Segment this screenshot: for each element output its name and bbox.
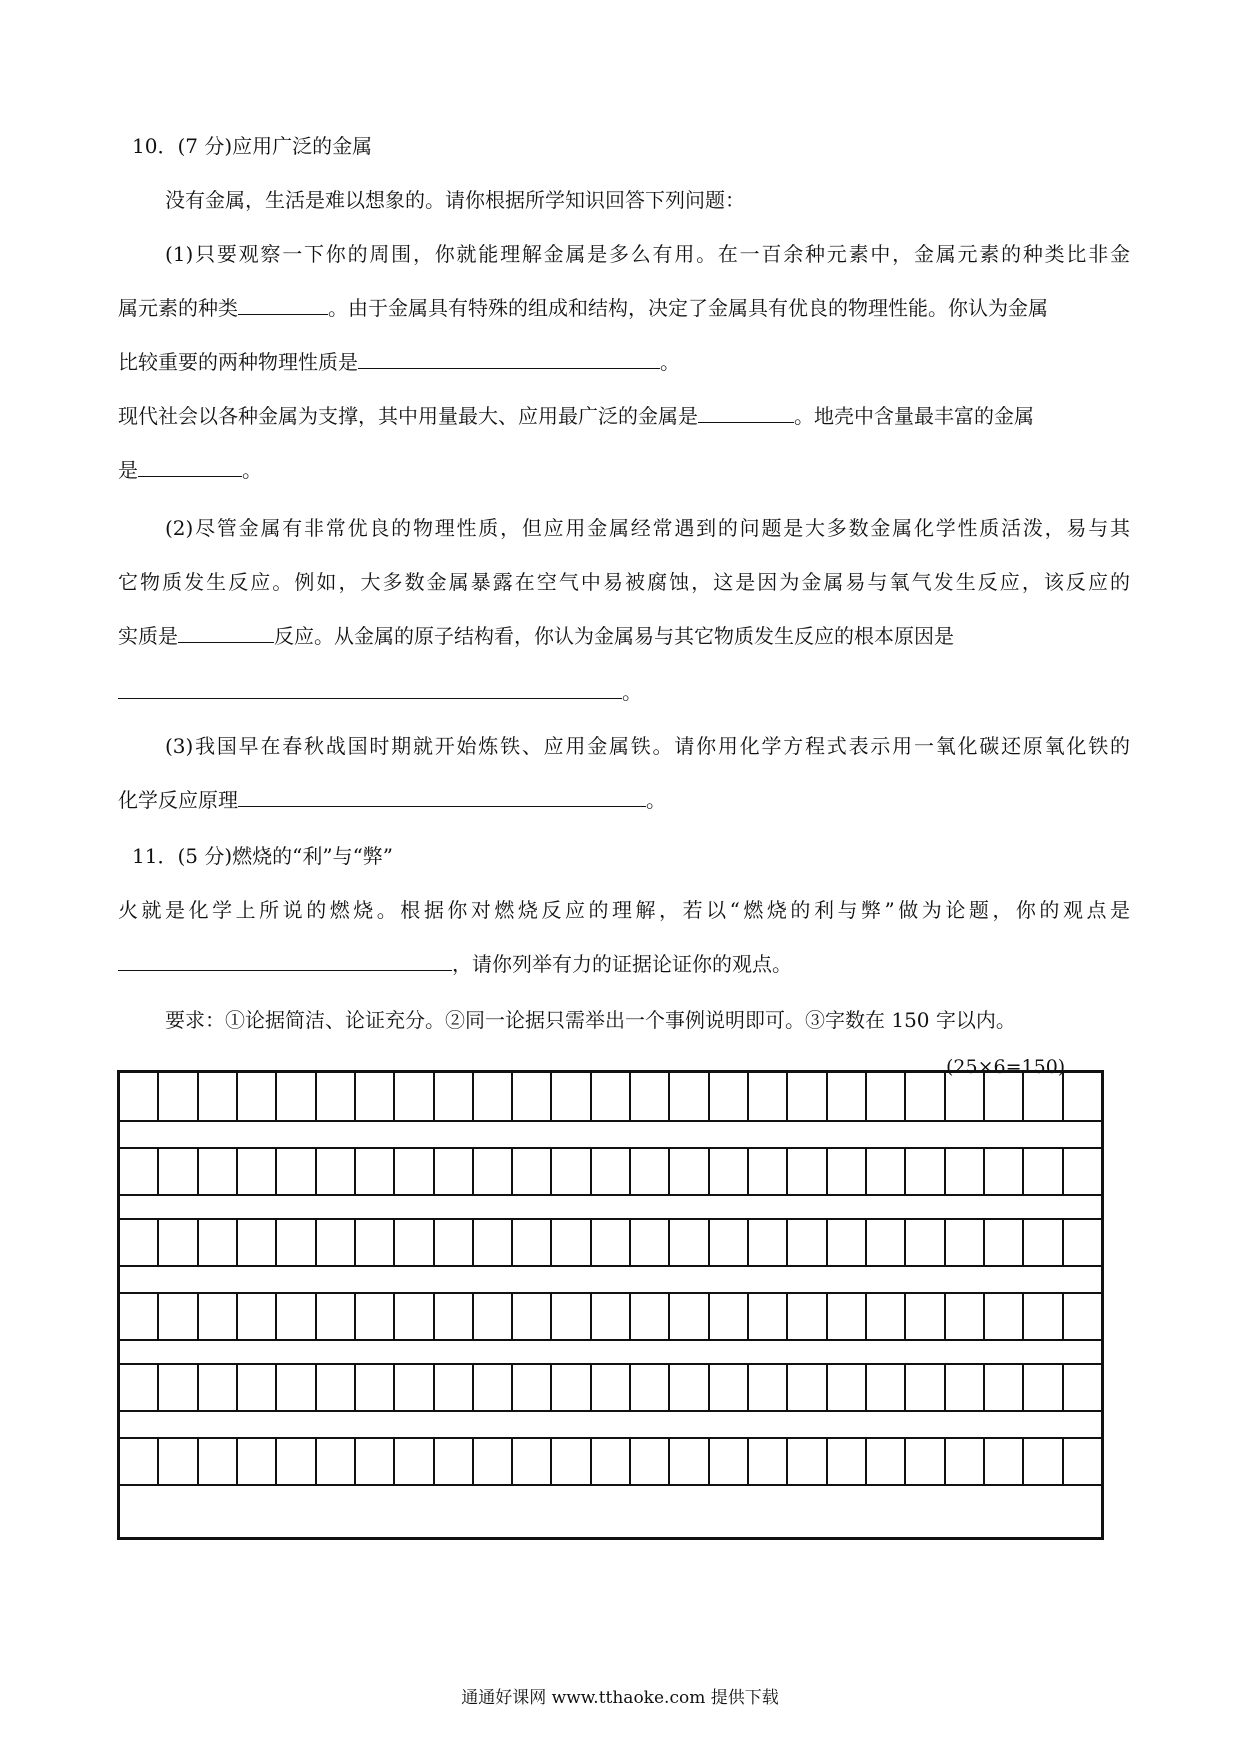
grid-cell[interactable] xyxy=(435,1365,474,1410)
grid-cell[interactable] xyxy=(906,1439,945,1484)
grid-cell[interactable] xyxy=(788,1220,827,1265)
grid-cell[interactable] xyxy=(946,1439,985,1484)
grid-cell[interactable] xyxy=(474,1073,513,1120)
grid-cell[interactable] xyxy=(710,1439,749,1484)
q10-p1-line2 xyxy=(118,294,1130,322)
grid-cell[interactable] xyxy=(159,1439,198,1484)
grid-cell[interactable] xyxy=(710,1294,749,1339)
answer-blank-6[interactable] xyxy=(118,678,622,699)
grid-cell[interactable] xyxy=(631,1365,670,1410)
grid-cell[interactable] xyxy=(867,1294,906,1339)
grid-cell[interactable] xyxy=(788,1149,827,1194)
grid-cell[interactable] xyxy=(749,1365,788,1410)
q10-p1-line5-text-a: 是 xyxy=(118,458,138,482)
grid-cell[interactable] xyxy=(435,1149,474,1194)
q11-requirement: 要求：①论据简洁、论证充分。②同一论据只需举出一个事例说明即可。③字数在 150 字以内。 xyxy=(165,1008,1016,1032)
grid-cell[interactable] xyxy=(788,1365,827,1410)
q10-p3-line2-text-b: 。 xyxy=(646,788,666,812)
grid-cell[interactable] xyxy=(788,1294,827,1339)
answer-blank-5[interactable] xyxy=(178,622,274,643)
grid-cell[interactable] xyxy=(238,1073,277,1120)
grid-cell[interactable] xyxy=(1064,1220,1101,1265)
grid-cell[interactable] xyxy=(670,1439,709,1484)
grid-cell[interactable] xyxy=(277,1149,316,1194)
grid-cell[interactable] xyxy=(435,1073,474,1120)
q10-p2-line3 xyxy=(118,622,954,650)
grid-cell[interactable] xyxy=(317,1149,356,1194)
grid-cell[interactable] xyxy=(749,1073,788,1120)
grid-cell[interactable] xyxy=(1024,1294,1063,1339)
grid-cell[interactable] xyxy=(317,1439,356,1484)
grid-cell[interactable] xyxy=(513,1439,552,1484)
answer-blank-4[interactable] xyxy=(138,456,242,477)
q10-p1-line3-text-b: 。 xyxy=(660,350,680,374)
grid-cell[interactable] xyxy=(592,1365,631,1410)
grid-cell[interactable] xyxy=(356,1439,395,1484)
grid-cell[interactable] xyxy=(435,1439,474,1484)
grid-cell[interactable] xyxy=(1024,1365,1063,1410)
grid-cell[interactable] xyxy=(513,1365,552,1410)
grid-row xyxy=(120,1073,1101,1122)
grid-cell[interactable] xyxy=(631,1149,670,1194)
grid-cell[interactable] xyxy=(474,1294,513,1339)
grid-cell[interactable] xyxy=(1064,1294,1101,1339)
q11-line2 xyxy=(118,950,792,978)
q10-intro: 没有金属，生活是难以想象的。请你根据所学知识回答下列问题： xyxy=(165,188,745,212)
grid-cell[interactable] xyxy=(592,1439,631,1484)
answer-blank-3[interactable] xyxy=(698,402,794,423)
grid-cell[interactable] xyxy=(513,1149,552,1194)
grid-cell[interactable] xyxy=(867,1149,906,1194)
writing-grid[interactable] xyxy=(117,1070,1104,1540)
q10-p2-line4 xyxy=(118,678,642,706)
grid-cell[interactable] xyxy=(435,1220,474,1265)
answer-blank-7[interactable] xyxy=(238,786,646,807)
grid-row xyxy=(120,1292,1101,1341)
q10-p1-line5-text-b: 。 xyxy=(242,458,262,482)
grid-cell[interactable] xyxy=(395,1439,434,1484)
grid-cell[interactable] xyxy=(238,1149,277,1194)
grid-cell[interactable] xyxy=(985,1149,1024,1194)
grid-cell[interactable] xyxy=(710,1073,749,1120)
grid-cell[interactable] xyxy=(513,1220,552,1265)
grid-cell[interactable] xyxy=(828,1220,867,1265)
grid-cell[interactable] xyxy=(867,1439,906,1484)
grid-cell[interactable] xyxy=(1024,1149,1063,1194)
grid-cell[interactable] xyxy=(356,1073,395,1120)
q10-p1-line4-text-a: 现代社会以各种金属为支撑，其中用量最大、应用最广泛的金属是 xyxy=(118,404,698,428)
grid-cell[interactable] xyxy=(906,1365,945,1410)
grid-cell[interactable] xyxy=(199,1365,238,1410)
q10-p2-line2: 它物质发生反应。例如，大多数金属暴露在空气中易被腐蚀，这是因为金属易与氧气发生反应，该反应的 xyxy=(118,570,1130,594)
grid-cell[interactable] xyxy=(710,1365,749,1410)
grid-cell[interactable] xyxy=(159,1073,198,1120)
grid-cell[interactable] xyxy=(631,1220,670,1265)
grid-cell[interactable] xyxy=(1024,1073,1063,1120)
q10-p1-line4-text-b: 。地壳中含量最丰富的金属 xyxy=(794,404,1034,428)
grid-cell[interactable] xyxy=(552,1220,591,1265)
q10-p3-line2 xyxy=(118,786,666,814)
grid-cell[interactable] xyxy=(946,1073,985,1120)
grid-cell[interactable] xyxy=(710,1220,749,1265)
grid-cell[interactable] xyxy=(120,1220,159,1265)
grid-row xyxy=(120,1363,1101,1412)
grid-cell[interactable] xyxy=(749,1149,788,1194)
grid-cell[interactable] xyxy=(906,1220,945,1265)
grid-cell[interactable] xyxy=(159,1149,198,1194)
grid-cell[interactable] xyxy=(513,1073,552,1120)
grid-cell[interactable] xyxy=(159,1365,198,1410)
q10-p1-line2-text-a: 属元素的种类 xyxy=(118,296,238,320)
grid-cell[interactable] xyxy=(946,1294,985,1339)
grid-row xyxy=(120,1147,1101,1196)
grid-cell[interactable] xyxy=(277,1439,316,1484)
grid-cell[interactable] xyxy=(159,1220,198,1265)
grid-cell[interactable] xyxy=(120,1294,159,1339)
grid-cell[interactable] xyxy=(238,1365,277,1410)
grid-cell[interactable] xyxy=(317,1073,356,1120)
grid-row xyxy=(120,1218,1101,1267)
q10-title: 10．(7 分)应用广泛的金属 xyxy=(132,134,373,158)
grid-cell[interactable] xyxy=(867,1220,906,1265)
q10-p1-line4 xyxy=(118,402,1034,430)
grid-cell[interactable] xyxy=(199,1294,238,1339)
grid-cell[interactable] xyxy=(670,1073,709,1120)
grid-cell[interactable] xyxy=(1064,1439,1101,1484)
grid-cell[interactable] xyxy=(199,1149,238,1194)
grid-cell[interactable] xyxy=(356,1149,395,1194)
grid-cell[interactable] xyxy=(749,1220,788,1265)
grid-cell[interactable] xyxy=(199,1439,238,1484)
grid-cell[interactable] xyxy=(946,1149,985,1194)
grid-cell[interactable] xyxy=(906,1073,945,1120)
grid-cell[interactable] xyxy=(474,1220,513,1265)
grid-cell[interactable] xyxy=(631,1439,670,1484)
page-footer: 通通好课网 www.tthaoke.com 提供下载 xyxy=(461,1688,779,1708)
grid-cell[interactable] xyxy=(356,1294,395,1339)
q10-p2-line4-text-b: 。 xyxy=(622,680,642,704)
grid-cell[interactable] xyxy=(277,1365,316,1410)
grid-cell[interactable] xyxy=(435,1294,474,1339)
answer-blank-2[interactable] xyxy=(358,348,660,369)
grid-cell[interactable] xyxy=(199,1073,238,1120)
grid-cell[interactable] xyxy=(946,1220,985,1265)
grid-cell[interactable] xyxy=(317,1220,356,1265)
grid-cell[interactable] xyxy=(199,1220,238,1265)
grid-cell[interactable] xyxy=(828,1149,867,1194)
grid-cell[interactable] xyxy=(552,1149,591,1194)
grid-cell[interactable] xyxy=(985,1073,1024,1120)
grid-cell[interactable] xyxy=(670,1220,709,1265)
grid-cell[interactable] xyxy=(631,1294,670,1339)
grid-cell[interactable] xyxy=(985,1294,1024,1339)
grid-cell[interactable] xyxy=(592,1220,631,1265)
grid-cell[interactable] xyxy=(749,1439,788,1484)
grid-cell[interactable] xyxy=(238,1220,277,1265)
grid-cell[interactable] xyxy=(828,1365,867,1410)
grid-cell[interactable] xyxy=(906,1294,945,1339)
q10-p1-line3 xyxy=(118,348,680,376)
grid-cell[interactable] xyxy=(828,1439,867,1484)
grid-cell[interactable] xyxy=(670,1149,709,1194)
q11-line2-text-b: ，请你列举有力的证据论证你的观点。 xyxy=(452,952,792,976)
grid-cell[interactable] xyxy=(985,1439,1024,1484)
grid-cell[interactable] xyxy=(395,1149,434,1194)
grid-cell[interactable] xyxy=(356,1220,395,1265)
grid-cell[interactable] xyxy=(867,1073,906,1120)
q10-p2-line3-text-a: 实质是 xyxy=(118,624,178,648)
grid-cell[interactable] xyxy=(946,1365,985,1410)
grid-cell[interactable] xyxy=(670,1365,709,1410)
grid-cell[interactable] xyxy=(238,1294,277,1339)
q11-title: 11．(5 分)燃烧的“利”与“弊” xyxy=(132,844,394,868)
answer-blank-8[interactable] xyxy=(118,950,452,971)
grid-cell[interactable] xyxy=(788,1073,827,1120)
grid-cell[interactable] xyxy=(238,1439,277,1484)
grid-cell[interactable] xyxy=(395,1365,434,1410)
grid-cell[interactable] xyxy=(1024,1220,1063,1265)
grid-cell[interactable] xyxy=(552,1365,591,1410)
grid-cell[interactable] xyxy=(395,1294,434,1339)
answer-blank-1[interactable] xyxy=(238,294,328,315)
grid-cell[interactable] xyxy=(552,1294,591,1339)
grid-cell[interactable] xyxy=(1024,1439,1063,1484)
grid-cell[interactable] xyxy=(552,1439,591,1484)
grid-cell[interactable] xyxy=(592,1149,631,1194)
grid-cell[interactable] xyxy=(710,1149,749,1194)
grid-cell[interactable] xyxy=(120,1439,159,1484)
grid-cell[interactable] xyxy=(985,1220,1024,1265)
grid-note: (25×6=150) xyxy=(946,1056,1066,1078)
grid-cell[interactable] xyxy=(670,1294,709,1339)
grid-cell[interactable] xyxy=(1064,1365,1101,1410)
grid-cell[interactable] xyxy=(120,1149,159,1194)
q10-p3-line1: (3)我国早在春秋战国时期就开始炼铁、应用金属铁。请你用化学方程式表示用一氧化碳还原氧化铁的 xyxy=(165,734,1130,758)
grid-cell[interactable] xyxy=(474,1149,513,1194)
q10-p1-line3-text-a: 比较重要的两种物理性质是 xyxy=(118,350,358,374)
grid-cell[interactable] xyxy=(474,1365,513,1410)
grid-cell[interactable] xyxy=(1064,1073,1101,1120)
q10-p1-line1: (1)只要观察一下你的周围，你就能理解金属是多么有用。在一百余种元素中，金属元素的种类比非金 xyxy=(165,242,1130,266)
grid-cell[interactable] xyxy=(788,1439,827,1484)
grid-cell[interactable] xyxy=(277,1294,316,1339)
grid-cell[interactable] xyxy=(120,1365,159,1410)
q10-p1-line2-text-b: 。由于金属具有特殊的组成和结构，决定了金属具有优良的物理性能。你认为金属 xyxy=(328,296,1048,320)
grid-cell[interactable] xyxy=(159,1294,198,1339)
grid-cell[interactable] xyxy=(631,1073,670,1120)
grid-cell[interactable] xyxy=(277,1220,316,1265)
grid-cell[interactable] xyxy=(749,1294,788,1339)
grid-cell[interactable] xyxy=(395,1073,434,1120)
grid-cell[interactable] xyxy=(277,1073,316,1120)
grid-cell[interactable] xyxy=(828,1073,867,1120)
q11-line1: 火就是化学上所说的燃烧。根据你对燃烧反应的理解，若以“燃烧的利与弊”做为论题，你的观点是 xyxy=(118,898,1130,922)
grid-cell[interactable] xyxy=(906,1149,945,1194)
grid-cell[interactable] xyxy=(1064,1149,1101,1194)
q10-p1-line5 xyxy=(118,456,262,484)
grid-cell[interactable] xyxy=(552,1073,591,1120)
grid-cell[interactable] xyxy=(474,1439,513,1484)
q10-p2-line1: (2)尽管金属有非常优良的物理性质，但应用金属经常遇到的问题是大多数金属化学性质活泼，易与其 xyxy=(165,516,1130,540)
grid-cell[interactable] xyxy=(120,1073,159,1120)
grid-cell[interactable] xyxy=(828,1294,867,1339)
grid-cell[interactable] xyxy=(867,1365,906,1410)
grid-cell[interactable] xyxy=(395,1220,434,1265)
grid-cell[interactable] xyxy=(985,1365,1024,1410)
q10-p2-line3-text-b: 反应。从金属的原子结构看，你认为金属易与其它物质发生反应的根本原因是 xyxy=(274,624,954,648)
grid-cell[interactable] xyxy=(592,1073,631,1120)
grid-cell[interactable] xyxy=(513,1294,552,1339)
q10-p3-line2-text-a: 化学反应原理 xyxy=(118,788,238,812)
grid-cell[interactable] xyxy=(592,1294,631,1339)
grid-cell[interactable] xyxy=(317,1365,356,1410)
grid-cell[interactable] xyxy=(317,1294,356,1339)
grid-cell[interactable] xyxy=(356,1365,395,1410)
grid-row xyxy=(120,1437,1101,1486)
